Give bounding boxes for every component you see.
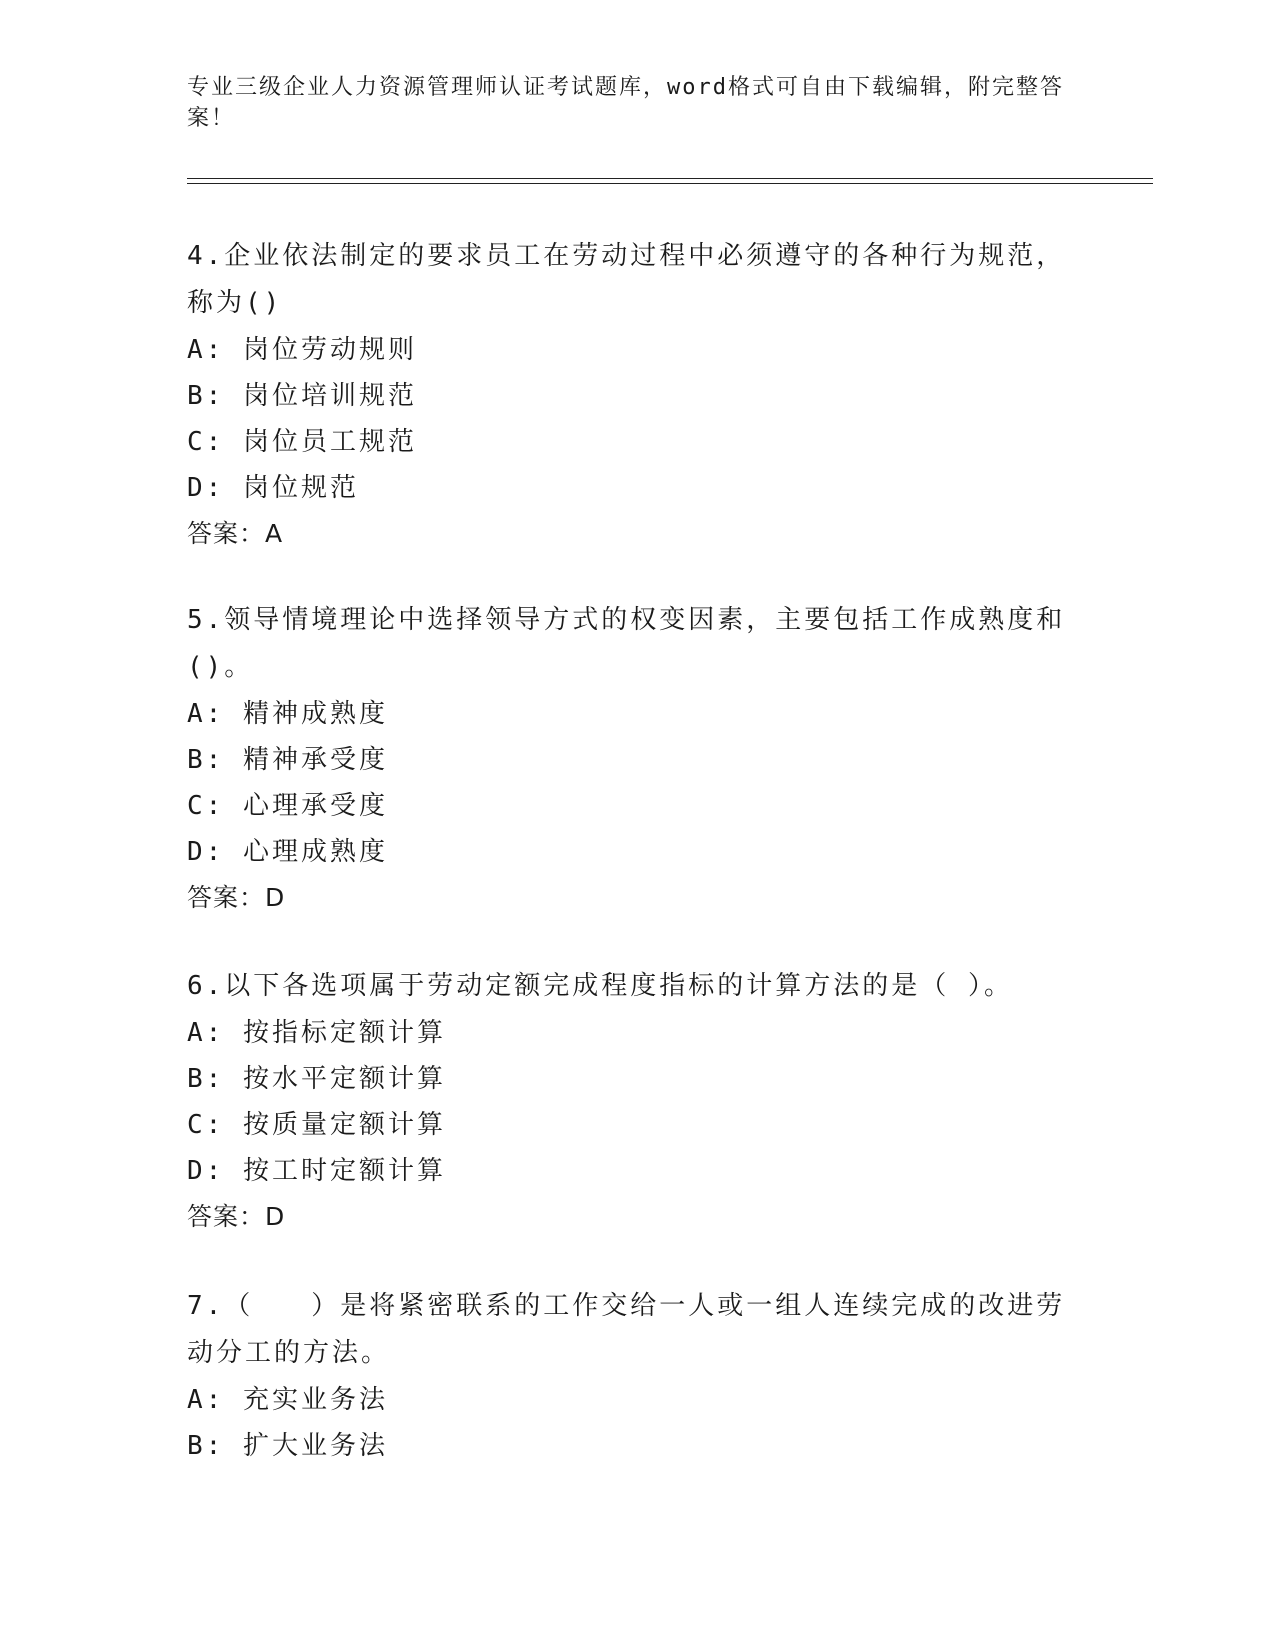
document-header: 专业三级企业人力资源管理师认证考试题库，word格式可自由下载编辑，附完整答案！ <box>187 75 1064 131</box>
option-c: C: 按质量定额计算 <box>187 1110 446 1140</box>
answer-line: 答案：D <box>187 1202 286 1231</box>
option-d: D: 岗位规范 <box>187 473 359 503</box>
answer-line: 答案：A <box>187 519 284 548</box>
option-b: B: 按水平定额计算 <box>187 1064 446 1094</box>
option-a: A: 充实业务法 <box>187 1385 388 1415</box>
answer-line: 答案：D <box>187 883 286 912</box>
option-a: A: 精神成熟度 <box>187 699 388 729</box>
option-d: D: 按工时定额计算 <box>187 1156 446 1186</box>
header-rule-bottom <box>187 183 1153 184</box>
option-a: A: 按指标定额计算 <box>187 1018 446 1048</box>
question-stem: 4.企业依法制定的要求员工在劳动过程中必须遵守的各种行为规范，称为() <box>187 241 1066 318</box>
question-stem: 7.（ ）是将紧密联系的工作交给一人或一组人连续完成的改进劳动分工的方法。 <box>187 1291 1066 1368</box>
question-stem: 6.以下各选项属于劳动定额完成程度指标的计算方法的是（ ）。 <box>187 971 1013 1001</box>
question-7 <box>187 1283 1087 1469</box>
option-b: B: 扩大业务法 <box>187 1431 388 1461</box>
option-c: C: 岗位员工规范 <box>187 427 417 457</box>
question-4 <box>187 233 1087 557</box>
option-b: B: 岗位培训规范 <box>187 381 417 411</box>
option-c: C: 心理承受度 <box>187 791 388 821</box>
option-d: D: 心理成熟度 <box>187 837 388 867</box>
header-rule-top <box>187 178 1153 179</box>
question-5 <box>187 597 1087 921</box>
option-a: A: 岗位劳动规则 <box>187 335 417 365</box>
option-b: B: 精神承受度 <box>187 745 388 775</box>
question-stem: 5.领导情境理论中选择领导方式的权变因素，主要包括工作成熟度和()。 <box>187 605 1066 682</box>
question-6 <box>187 963 1087 1240</box>
